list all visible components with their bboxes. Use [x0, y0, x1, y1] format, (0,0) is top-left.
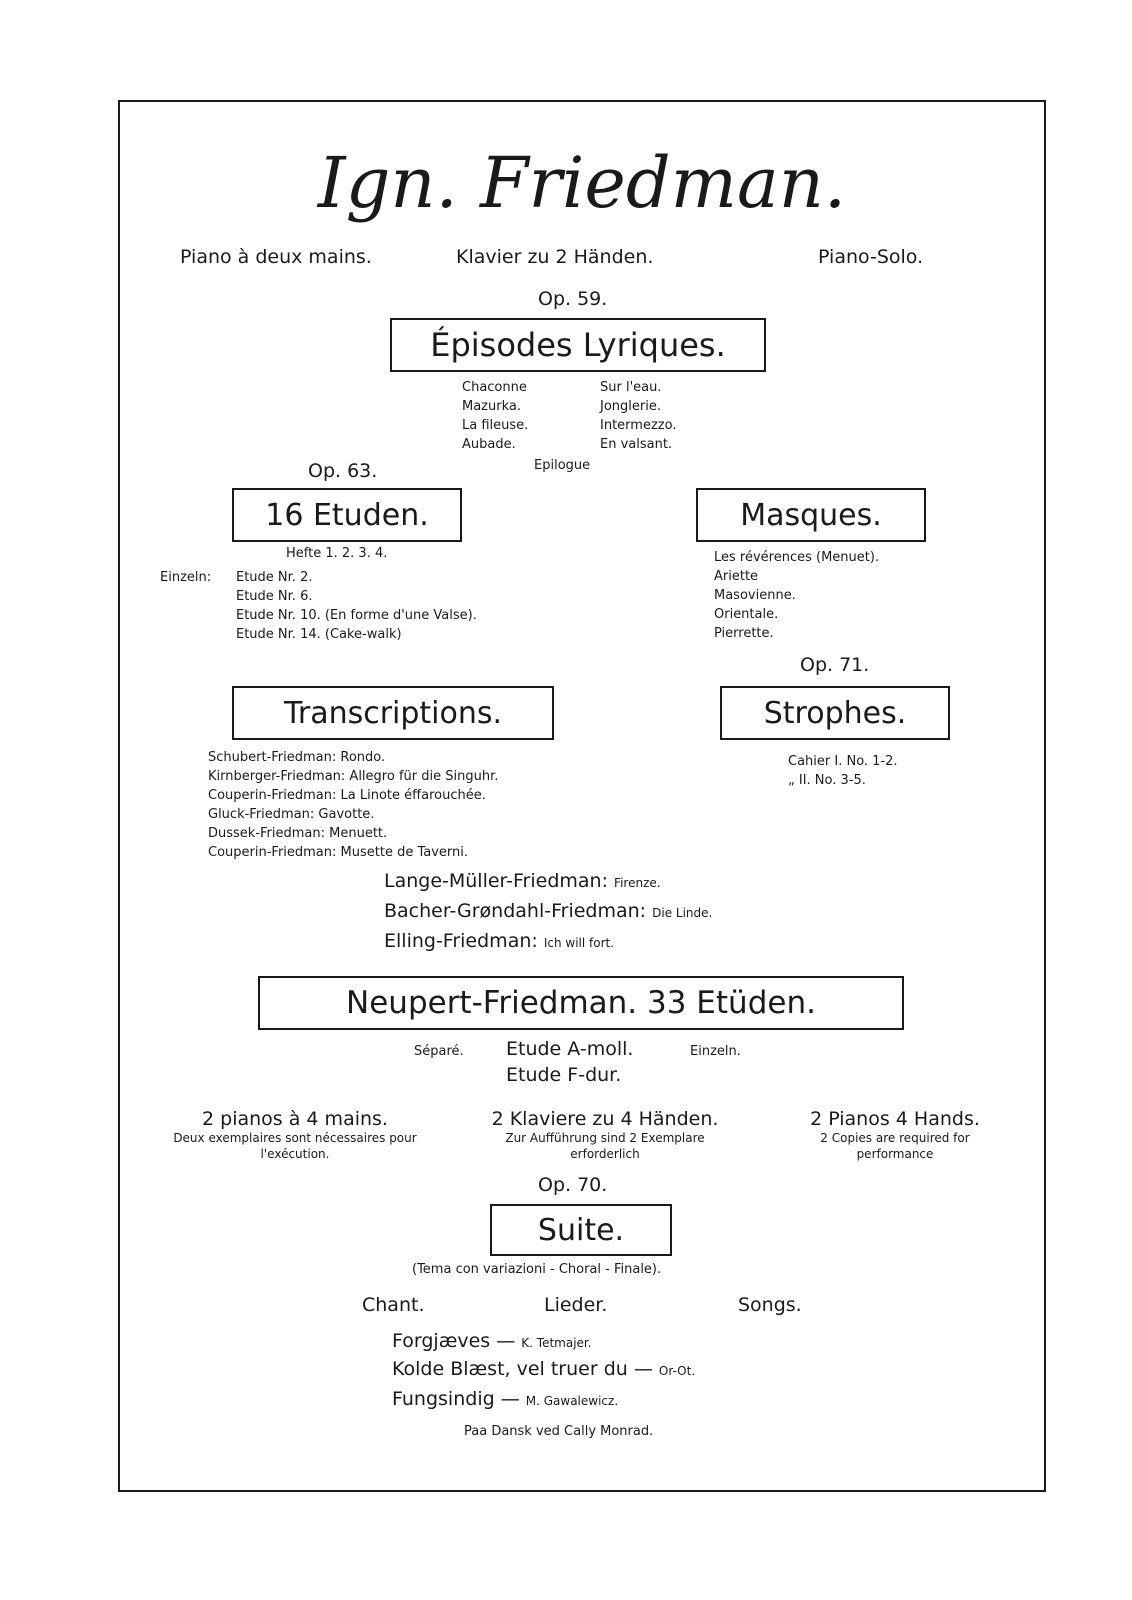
composer-title: Ign. Friedman. — [317, 142, 847, 224]
neupert-title-box — [258, 976, 904, 1030]
op63-item: Etude Nr. 14. (Cake-walk) — [236, 627, 402, 642]
twopianos-en-note: 2 Copies are required for performance — [820, 1131, 970, 1161]
op59-item: Chaconne — [462, 380, 527, 395]
twopianos-de-block — [460, 1108, 750, 1162]
transcription-item: Kirnberger-Friedman: Allegro für die Singuhr. — [208, 769, 499, 784]
songs-songs: Songs. — [738, 1294, 802, 1316]
op59-item: Mazurka. — [462, 399, 521, 414]
masques-item: Ariette — [714, 569, 759, 584]
song-author: M. Gawalewicz. — [525, 1394, 619, 1408]
neupert-etude2: Etude F-dur. — [506, 1064, 622, 1086]
op59-epilogue: Epilogue — [534, 458, 591, 473]
op59-opus: Op. 59. — [538, 288, 608, 310]
op59-item: Sur l'eau. — [600, 380, 662, 395]
masques-title: Masques. — [740, 497, 882, 533]
song-line-3 — [392, 1388, 618, 1410]
elling-line — [384, 930, 614, 952]
bacher-work: Die Linde. — [652, 906, 713, 920]
song-author: K. Tetmajer. — [521, 1336, 592, 1350]
op70-opus: Op. 70. — [538, 1174, 608, 1196]
masques-item: Pierrette. — [714, 626, 774, 641]
twopianos-en: 2 Pianos 4 Hands. — [810, 1108, 980, 1130]
masques-list — [714, 548, 879, 643]
op59-col2 — [600, 378, 676, 454]
twopianos-de: 2 Klaviere zu 4 Händen. — [491, 1108, 719, 1130]
songs-lieder: Lieder. — [544, 1294, 608, 1316]
op59-item: En valsant. — [600, 437, 673, 452]
transcription-item: Couperin-Friedman: Musette de Taverni. — [208, 845, 469, 860]
op59-item: Aubade. — [462, 437, 516, 452]
lange-line — [384, 870, 661, 892]
op70-title-box — [490, 1204, 672, 1256]
neupert-etude1: Etude A-moll. — [506, 1038, 634, 1060]
subtitle-en: Piano-Solo. — [818, 246, 924, 268]
song-line-2 — [392, 1358, 695, 1380]
twopianos-fr-note: Deux exemplaires sont nécessaires pour l'exécution. — [173, 1131, 417, 1161]
twopianos-en-block — [780, 1108, 1010, 1162]
masques-item: Les révérences (Menuet). — [714, 550, 880, 565]
masques-title-box — [696, 488, 926, 542]
twopianos-de-note: Zur Aufführung sind 2 Exemplare erforderlich — [505, 1131, 705, 1161]
transcriptions-title-box — [232, 686, 554, 740]
op63-item: Etude Nr. 2. — [236, 570, 313, 585]
op71-list — [788, 752, 898, 790]
op70-title: Suite. — [537, 1212, 625, 1248]
transcription-item: Schubert-Friedman: Rondo. — [208, 750, 386, 765]
bacher-name: Bacher-Grøndahl-Friedman: — [384, 900, 647, 922]
songs-chant: Chant. — [362, 1294, 425, 1316]
op71-opus: Op. 71. — [800, 654, 870, 676]
elling-work: Ich will fort. — [543, 936, 615, 950]
op71-item: „ II. No. 3-5. — [788, 773, 866, 788]
op63-title: 16 Etuden. — [265, 497, 429, 533]
op63-opus: Op. 63. — [308, 460, 378, 482]
transcription-item: Gluck-Friedman: Gavotte. — [208, 807, 375, 822]
subtitle-fr: Piano à deux mains. — [180, 246, 372, 268]
neupert-einzeln: Einzeln. — [690, 1044, 741, 1059]
bacher-line — [384, 900, 712, 922]
masques-item: Masovienne. — [714, 588, 796, 603]
song-author: Or-Ot. — [658, 1364, 696, 1378]
transcriptions-title: Transcriptions. — [283, 695, 503, 731]
op63-item: Etude Nr. 6. — [236, 589, 313, 604]
lange-work: Firenze. — [614, 876, 661, 890]
op71-title-box — [720, 686, 950, 740]
song-line-1 — [392, 1330, 592, 1352]
song-title: Fungsindig — — [392, 1388, 520, 1410]
twopianos-fr: 2 pianos à 4 mains. — [202, 1108, 388, 1130]
masques-item: Orientale. — [714, 607, 779, 622]
transcriptions-list — [208, 748, 498, 862]
neupert-separe: Séparé. — [414, 1044, 464, 1059]
op63-title-box — [232, 488, 462, 542]
song-title: Kolde Blæst, vel truer du — — [392, 1358, 653, 1380]
op59-col1 — [462, 378, 528, 454]
songs-translation: Paa Dansk ved Cally Monrad. — [464, 1424, 654, 1439]
elling-name: Elling-Friedman: — [384, 930, 538, 952]
twopianos-fr-block — [160, 1108, 430, 1162]
op59-item: Intermezzo. — [600, 418, 677, 433]
op71-item: Cahier I. No. 1-2. — [788, 754, 898, 769]
lange-name: Lange-Müller-Friedman: — [384, 870, 608, 892]
op59-title: Épisodes Lyriques. — [430, 326, 726, 364]
op63-einzeln: Einzeln: — [160, 570, 212, 585]
op71-title: Strophes. — [763, 695, 907, 731]
op70-parts: (Tema con variazioni - Choral - Finale). — [412, 1262, 662, 1277]
op59-title-box — [390, 318, 766, 372]
neupert-title: Neupert-Friedman. 33 Etüden. — [346, 985, 816, 1021]
subtitle-de: Klavier zu 2 Händen. — [456, 246, 654, 268]
transcription-item: Couperin-Friedman: La Linote éffarouchée. — [208, 788, 486, 803]
op63-item: Etude Nr. 10. (En forme d'une Valse). — [236, 608, 477, 623]
op63-list — [236, 568, 477, 644]
transcription-item: Dussek-Friedman: Menuett. — [208, 826, 388, 841]
op59-item: La fileuse. — [462, 418, 529, 433]
song-title: Forgjæves — — [392, 1330, 516, 1352]
op59-item: Jonglerie. — [600, 399, 661, 414]
op63-hefte: Hefte 1. 2. 3. 4. — [286, 546, 388, 561]
